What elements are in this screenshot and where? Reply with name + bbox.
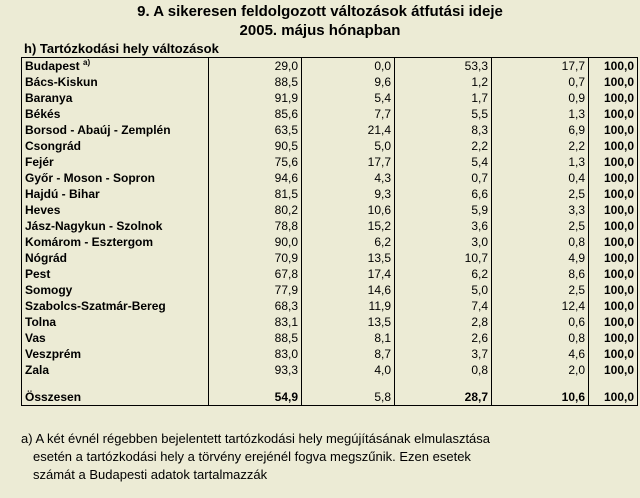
value-cell: 9,6 <box>302 74 395 90</box>
value-cell: 5,4 <box>395 154 492 170</box>
total-cell: 100,0 <box>589 282 638 298</box>
county-label: Fejér <box>25 155 54 169</box>
value-cell: 70,9 <box>209 250 302 266</box>
value-cell: 77,9 <box>209 282 302 298</box>
table-row <box>22 186 638 202</box>
total-label: Összesen <box>22 388 209 406</box>
value-cell: 11,9 <box>302 298 395 314</box>
value-cell: 6,9 <box>492 122 589 138</box>
footnote-line-3: számát a Budapesti adatok tartalmazzák <box>33 467 268 482</box>
value-cell: 63,5 <box>209 122 302 138</box>
value-cell: 9,3 <box>302 186 395 202</box>
value-cell: 3,6 <box>395 218 492 234</box>
value-cell: 14,6 <box>302 282 395 298</box>
value-cell: 94,6 <box>209 170 302 186</box>
spacer-cell <box>302 378 395 388</box>
value-cell: 75,6 <box>209 154 302 170</box>
table-row <box>22 266 638 282</box>
value-cell: 83,1 <box>209 314 302 330</box>
county-name <box>22 74 209 90</box>
total-cell: 100,0 <box>589 330 638 346</box>
spacer-cell <box>22 378 209 388</box>
value-cell: 5,9 <box>395 202 492 218</box>
table-row <box>22 122 638 138</box>
county-label: Csongrád <box>25 139 82 153</box>
value-cell: 1,3 <box>492 154 589 170</box>
table-row <box>22 154 638 170</box>
value-cell: 0,9 <box>492 90 589 106</box>
value-cell: 8,6 <box>492 266 589 282</box>
county-label: Békés <box>25 107 61 121</box>
total-cell: 100,0 <box>589 138 638 154</box>
value-cell: 53,3 <box>395 58 492 75</box>
value-cell: 90,0 <box>209 234 302 250</box>
value-cell: 7,7 <box>302 106 395 122</box>
county-label: Veszprém <box>25 347 82 361</box>
value-cell: 13,5 <box>302 250 395 266</box>
county-label: Szabolcs-Szatmár-Bereg <box>25 299 166 313</box>
county-label: Zala <box>25 363 50 377</box>
value-cell: 1,7 <box>395 90 492 106</box>
value-cell: 17,4 <box>302 266 395 282</box>
county-name <box>22 298 209 314</box>
county-name <box>22 122 209 138</box>
value-cell: 1,3 <box>492 106 589 122</box>
value-cell: 13,5 <box>302 314 395 330</box>
spacer-cell <box>589 378 638 388</box>
county-name <box>22 154 209 170</box>
table-row <box>22 234 638 250</box>
county-label: Bács-Kiskun <box>25 75 98 89</box>
county-label: Jász-Nagykun - Szolnok <box>25 219 163 233</box>
total-value-cell: 5,8 <box>302 388 395 406</box>
table-row <box>22 330 638 346</box>
value-cell: 0,7 <box>395 170 492 186</box>
footnote-line-1: a) A két évnél régebben bejelentett tartózkodási hely megújításának elmulasztása <box>21 431 491 446</box>
county-name <box>22 138 209 154</box>
value-cell: 4,9 <box>492 250 589 266</box>
value-cell: 4,0 <box>302 362 395 378</box>
value-cell: 0,8 <box>492 234 589 250</box>
total-value-cell: 10,6 <box>492 388 589 406</box>
footnote-marker: a) <box>83 58 91 67</box>
value-cell: 78,8 <box>209 218 302 234</box>
value-cell: 68,3 <box>209 298 302 314</box>
county-name <box>22 282 209 298</box>
county-name <box>22 58 209 75</box>
county-name <box>22 106 209 122</box>
value-cell: 2,8 <box>395 314 492 330</box>
value-cell: 6,2 <box>302 234 395 250</box>
total-cell: 100,0 <box>589 250 638 266</box>
value-cell: 8,7 <box>302 346 395 362</box>
value-cell: 5,0 <box>395 282 492 298</box>
table-row <box>22 298 638 314</box>
table-row <box>22 282 638 298</box>
value-cell: 0,0 <box>302 58 395 75</box>
spacer-row <box>22 378 638 388</box>
value-cell: 2,5 <box>492 186 589 202</box>
total-cell: 100,0 <box>589 234 638 250</box>
total-cell: 100,0 <box>589 346 638 362</box>
total-cell: 100,0 <box>589 266 638 282</box>
value-cell: 85,6 <box>209 106 302 122</box>
page-period: 2005. május hónapban <box>239 22 401 39</box>
table-row <box>22 106 638 122</box>
table-row <box>22 138 638 154</box>
total-cell: 100,0 <box>589 388 638 406</box>
value-cell: 2,5 <box>492 282 589 298</box>
county-name <box>22 346 209 362</box>
county-label: Somogy <box>25 283 73 297</box>
value-cell: 5,4 <box>302 90 395 106</box>
value-cell: 4,6 <box>492 346 589 362</box>
value-cell: 21,4 <box>302 122 395 138</box>
value-cell: 8,1 <box>302 330 395 346</box>
total-row <box>22 388 638 406</box>
total-cell: 100,0 <box>589 202 638 218</box>
county-label: Tolna <box>25 315 57 329</box>
footnote-line-2: esetén a tartózkodási hely a törvény erejénél fogva megszűnik. Ezen esetek <box>33 449 471 464</box>
value-cell: 81,5 <box>209 186 302 202</box>
total-cell: 100,0 <box>589 298 638 314</box>
section-subtitle: h) Tartózkodási hely változások <box>24 41 219 56</box>
total-cell: 100,0 <box>589 362 638 378</box>
spacer-cell <box>492 378 589 388</box>
county-label: Komárom - Esztergom <box>25 235 154 249</box>
value-cell: 2,6 <box>395 330 492 346</box>
value-cell: 6,2 <box>395 266 492 282</box>
county-label: Hajdú - Bihar <box>25 187 100 201</box>
value-cell: 90,5 <box>209 138 302 154</box>
value-cell: 2,2 <box>395 138 492 154</box>
total-cell: 100,0 <box>589 122 638 138</box>
table-row <box>22 218 638 234</box>
value-cell: 17,7 <box>302 154 395 170</box>
value-cell: 8,3 <box>395 122 492 138</box>
value-cell: 10,6 <box>302 202 395 218</box>
value-cell: 88,5 <box>209 74 302 90</box>
table-row <box>22 346 638 362</box>
total-cell: 100,0 <box>589 74 638 90</box>
table-row <box>22 250 638 266</box>
county-name <box>22 362 209 378</box>
county-label: Borsod - Abaúj - Zemplén <box>25 123 171 137</box>
county-label: Heves <box>25 203 61 217</box>
county-label: Nógrád <box>25 251 67 265</box>
value-cell: 93,3 <box>209 362 302 378</box>
value-cell: 7,4 <box>395 298 492 314</box>
total-value-cell: 28,7 <box>395 388 492 406</box>
value-cell: 1,2 <box>395 74 492 90</box>
value-cell: 80,2 <box>209 202 302 218</box>
spacer-cell <box>395 378 492 388</box>
value-cell: 2,5 <box>492 218 589 234</box>
county-name <box>22 314 209 330</box>
table-row <box>22 362 638 378</box>
total-cell: 100,0 <box>589 106 638 122</box>
table-row <box>22 74 638 90</box>
page-title: 9. A sikeresen feldolgozott változások átfutási ideje <box>137 3 503 20</box>
value-cell: 4,3 <box>302 170 395 186</box>
value-cell: 91,9 <box>209 90 302 106</box>
county-label: Pest <box>25 267 51 281</box>
value-cell: 29,0 <box>209 58 302 75</box>
county-label: Budapest <box>25 59 80 73</box>
footnote <box>21 430 621 484</box>
county-name <box>22 218 209 234</box>
value-cell: 6,6 <box>395 186 492 202</box>
value-cell: 0,7 <box>492 74 589 90</box>
spacer-cell <box>209 378 302 388</box>
county-name <box>22 90 209 106</box>
total-cell: 100,0 <box>589 90 638 106</box>
value-cell: 67,8 <box>209 266 302 282</box>
value-cell: 5,0 <box>302 138 395 154</box>
value-cell: 3,3 <box>492 202 589 218</box>
county-label: Vas <box>25 331 46 345</box>
county-name <box>22 234 209 250</box>
county-label: Baranya <box>25 91 73 105</box>
value-cell: 88,5 <box>209 330 302 346</box>
data-table <box>21 57 638 406</box>
value-cell: 2,2 <box>492 138 589 154</box>
table-row <box>22 90 638 106</box>
value-cell: 15,2 <box>302 218 395 234</box>
table-row <box>22 58 638 75</box>
table-body <box>22 58 638 406</box>
total-cell: 100,0 <box>589 58 638 75</box>
value-cell: 5,5 <box>395 106 492 122</box>
county-name <box>22 330 209 346</box>
county-name <box>22 266 209 282</box>
table-row <box>22 202 638 218</box>
county-name <box>22 170 209 186</box>
county-name <box>22 186 209 202</box>
value-cell: 17,7 <box>492 58 589 75</box>
table-row <box>22 314 638 330</box>
table-row <box>22 170 638 186</box>
value-cell: 2,0 <box>492 362 589 378</box>
value-cell: 0,8 <box>395 362 492 378</box>
county-label: Győr - Moson - Sopron <box>25 171 155 185</box>
total-cell: 100,0 <box>589 314 638 330</box>
value-cell: 0,4 <box>492 170 589 186</box>
total-cell: 100,0 <box>589 186 638 202</box>
value-cell: 12,4 <box>492 298 589 314</box>
value-cell: 0,6 <box>492 314 589 330</box>
value-cell: 3,0 <box>395 234 492 250</box>
total-cell: 100,0 <box>589 154 638 170</box>
value-cell: 83,0 <box>209 346 302 362</box>
total-cell: 100,0 <box>589 218 638 234</box>
county-name <box>22 202 209 218</box>
total-cell: 100,0 <box>589 170 638 186</box>
value-cell: 0,8 <box>492 330 589 346</box>
value-cell: 3,7 <box>395 346 492 362</box>
county-name <box>22 250 209 266</box>
total-value-cell: 54,9 <box>209 388 302 406</box>
value-cell: 10,7 <box>395 250 492 266</box>
